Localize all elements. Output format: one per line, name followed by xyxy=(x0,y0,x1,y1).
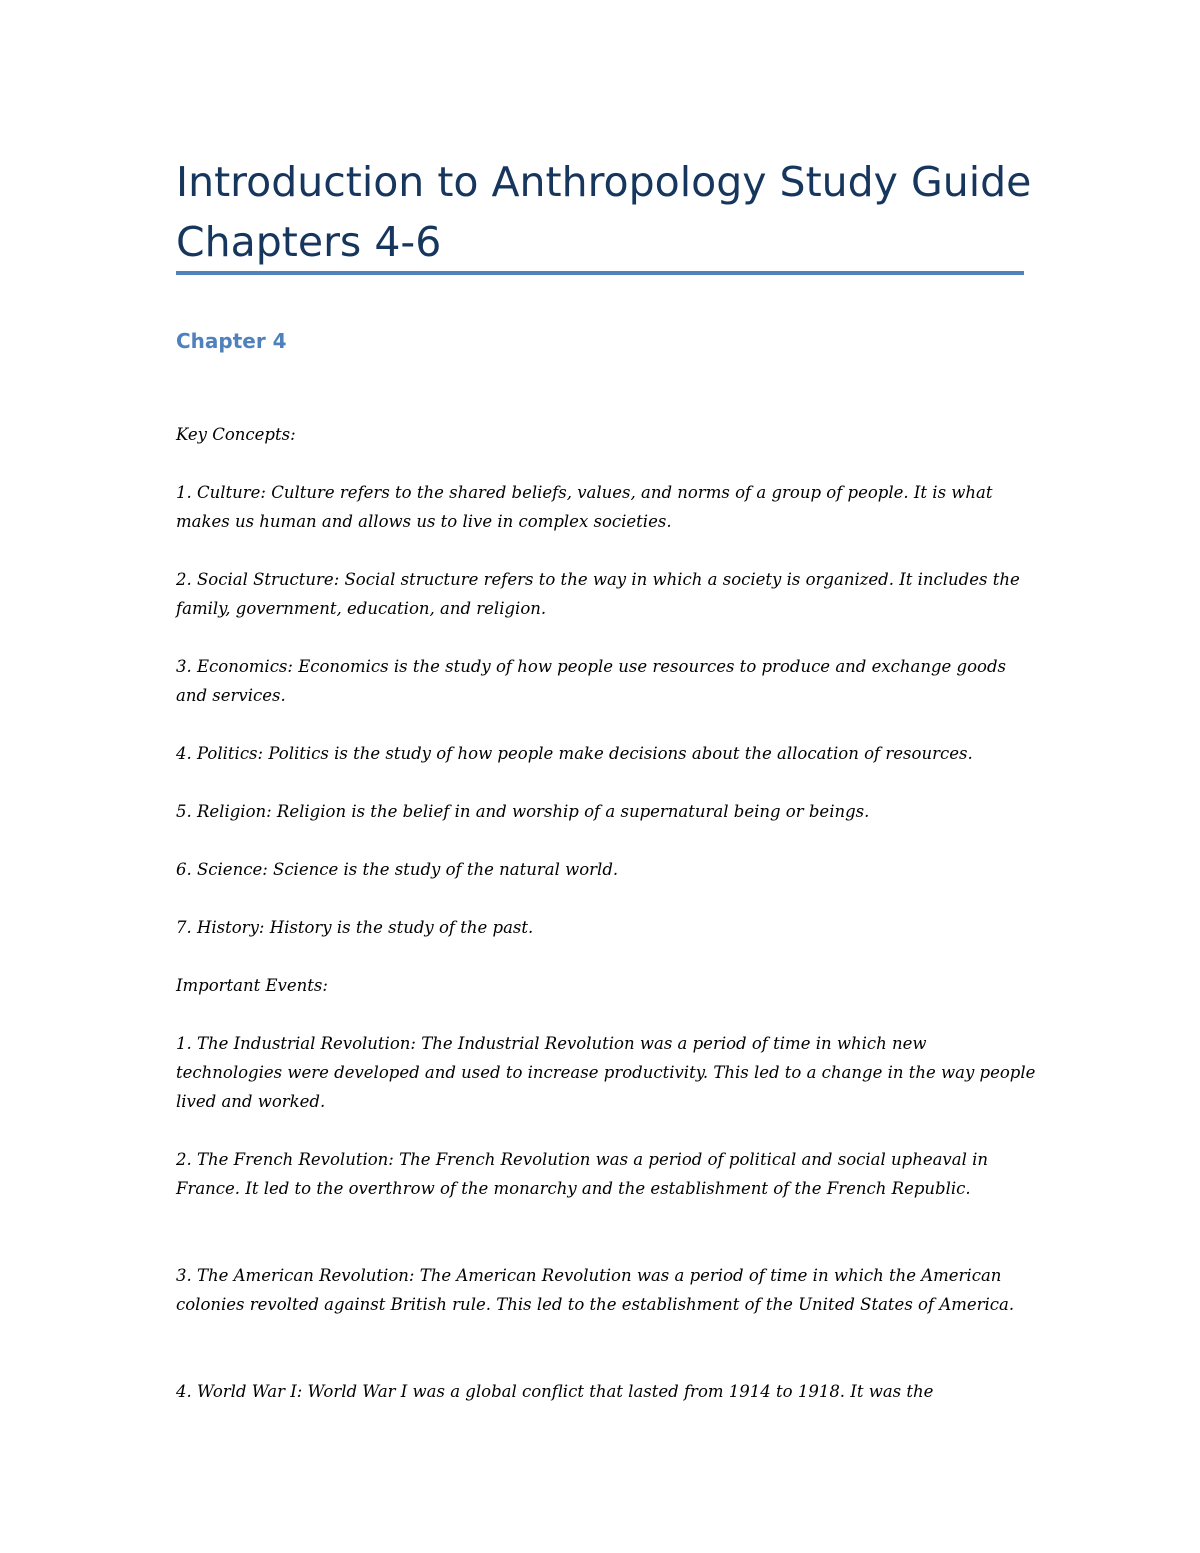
key-concept-item: 5. Religion: Religion is the belief in and worship of a supernatural being or beings. xyxy=(176,802,870,821)
important-event-item: 1. The Industrial Revolution: The Industrial Revolution was a period of time in which new technologies were developed and used to increase productivity. This led to a change in the way people lived and worked. xyxy=(176,1034,1036,1111)
key-concept-item: 7. History: History is the study of the past. xyxy=(176,918,534,937)
key-concept-item: 4. Politics: Politics is the study of how people make decisions about the allocation of resources. xyxy=(176,744,973,763)
important-events-label: Important Events: xyxy=(176,976,328,995)
key-concept-item: 1. Culture: Culture refers to the shared beliefs, values, and norms of a group of people. It is what makes us human and allows us to live in complex societies. xyxy=(176,483,993,531)
important-event-item: 3. The American Revolution: The American Revolution was a period of time in which the American colonies revolted against British rule. This led to the establishment of the United States of America. xyxy=(176,1266,1015,1314)
important-event-item: 2. The French Revolution: The French Revolution was a period of political and social upheaval in France. It led to the overthrow of the monarchy and the establishment of the French Republic. xyxy=(176,1150,989,1198)
chapter-heading: Chapter 4 xyxy=(176,329,287,353)
title-underline xyxy=(176,271,1024,275)
key-concept-item: 3. Economics: Economics is the study of how people use resources to produce and exchange goods and services. xyxy=(176,657,1007,705)
key-concept-item: 6. Science: Science is the study of the natural world. xyxy=(176,860,619,879)
important-event-item: 4. World War I: World War I was a global conflict that lasted from 1914 to 1918. It was the xyxy=(176,1382,934,1401)
document-title: Introduction to Anthropology Study Guide Chapters 4-6 xyxy=(176,158,1032,266)
key-concepts-label: Key Concepts: xyxy=(176,425,296,444)
key-concept-item: 2. Social Structure: Social structure refers to the way in which a society is organized. It includes the family, government, education, and religion. xyxy=(176,570,1020,618)
